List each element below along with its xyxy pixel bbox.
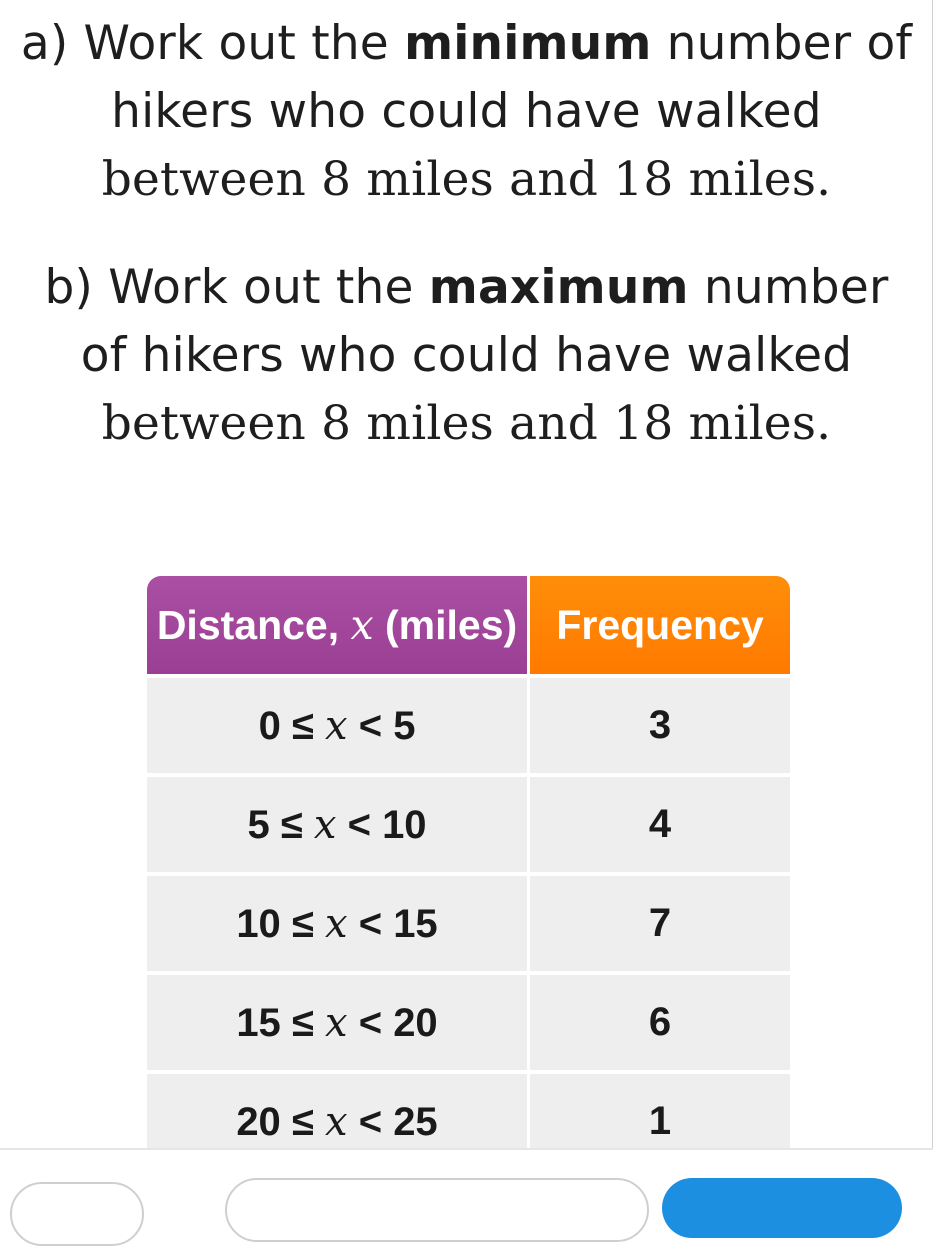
distance-cell: 5 ≤ x < 10: [147, 773, 527, 872]
bottom-divider: [0, 1148, 933, 1150]
question-b-line-1: b) Work out the maximum number: [44, 260, 889, 315]
question-a-line-2: hikers who could have walked: [111, 84, 822, 139]
frequency-cell: 4: [527, 773, 790, 872]
bottom-action-bar: [0, 1148, 933, 1197]
question-a: [0, 14, 933, 218]
frequency-cell: 6: [527, 971, 790, 1070]
question-b-line-3: between 8 miles and 18 miles.: [101, 396, 832, 451]
primary-button[interactable]: [662, 1178, 902, 1238]
secondary-button-middle[interactable]: [225, 1178, 649, 1242]
emphasis-maximum: maximum: [428, 260, 689, 315]
frequency-cell: 1: [527, 1070, 790, 1169]
question-a-line-3: between 8 miles and 18 miles.: [101, 152, 832, 207]
header-frequency: Frequency: [527, 576, 790, 674]
table-header-row: [147, 576, 790, 674]
emphasis-minimum: minimum: [404, 16, 652, 71]
secondary-button-left[interactable]: [10, 1182, 144, 1246]
distance-cell: 10 ≤ x < 15: [147, 872, 527, 971]
table-row: [147, 971, 790, 1070]
question-a-line-1: a) Work out the minimum number of: [20, 16, 913, 71]
frequency-cell: 3: [527, 674, 790, 773]
header-distance: Distance, x (miles): [147, 576, 527, 674]
table-row: [147, 872, 790, 971]
frequency-cell: 7: [527, 872, 790, 971]
question-b: [0, 258, 933, 462]
distance-cell: 15 ≤ x < 20: [147, 971, 527, 1070]
table-row: [147, 773, 790, 872]
distance-cell: 0 ≤ x < 5: [147, 674, 527, 773]
distance-cell: 20 ≤ x < 25: [147, 1070, 527, 1169]
table-row: [147, 674, 790, 773]
frequency-table: [147, 576, 790, 1169]
question-b-line-2: of hikers who could have walked: [80, 328, 853, 383]
